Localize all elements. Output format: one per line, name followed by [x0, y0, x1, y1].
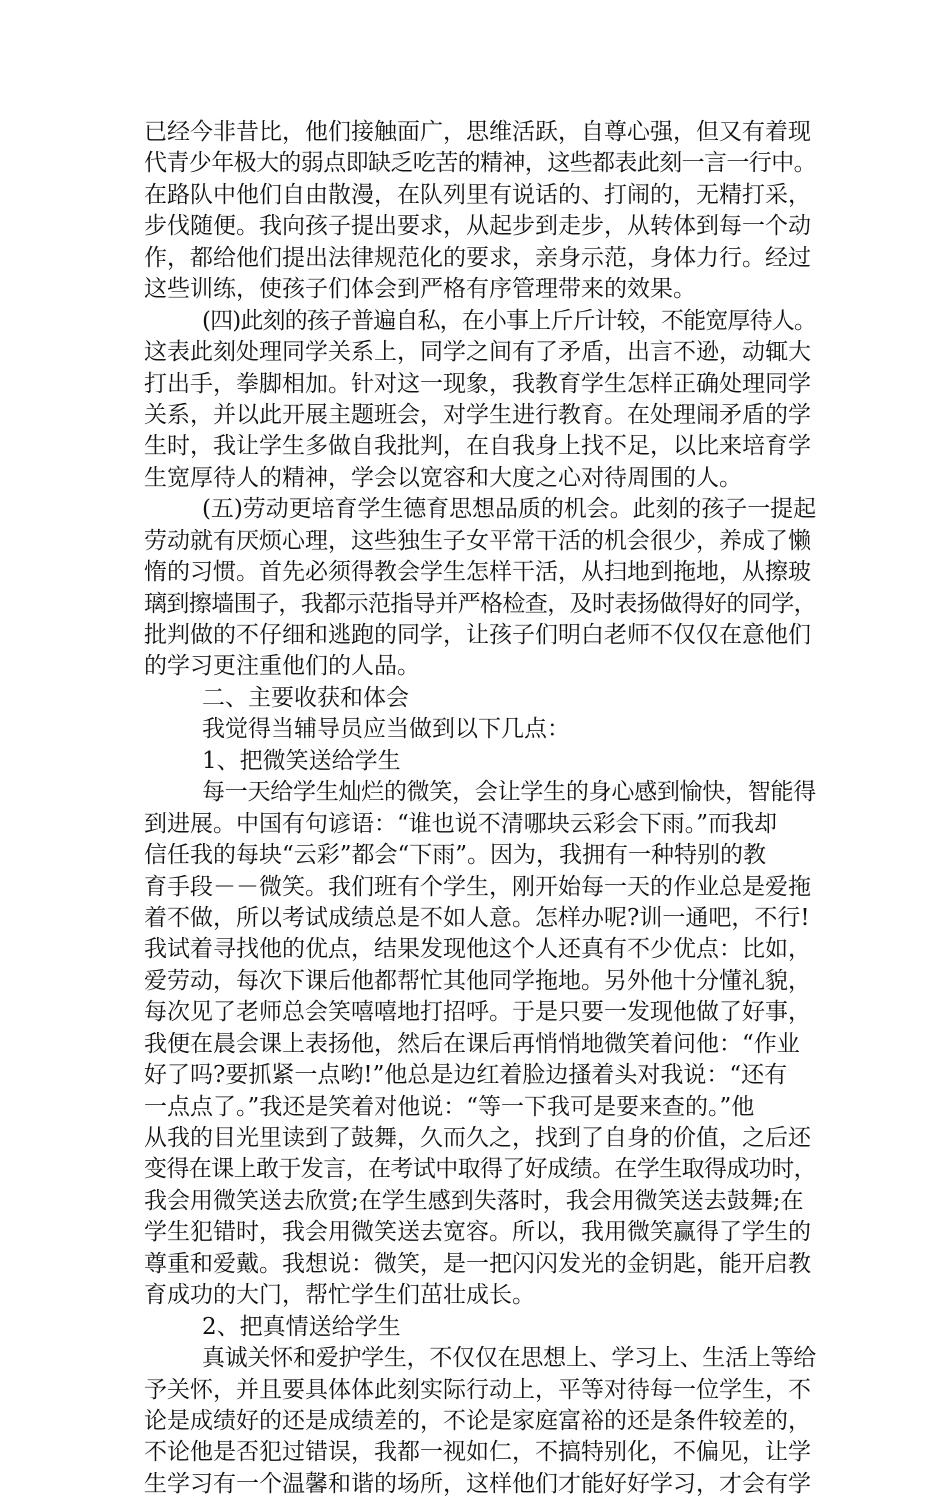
- text-line: 予关怀，并且要具体体此刻实际行动上，平等对待每一位学生，不: [144, 1376, 811, 1403]
- text-line: 这表此刻处理同学关系上，同学之间有了矛盾，出言不逊，动辄大: [144, 339, 811, 366]
- text-line: 我会用微笑送去欣赏;在学生感到失落时，我会用微笑送去鼓舞;在: [144, 1187, 804, 1214]
- text-line: 好了吗?要抓紧一点哟!”他总是边红着脸边搔着头对我说：“还有: [144, 1062, 788, 1089]
- text-line: 这些训练，使孩子们体会到严格有序管理带来的效果。: [144, 276, 696, 303]
- text-line: 作，都给他们提出法律规范化的要求，亲身示范，身体力行。经过: [144, 244, 811, 271]
- text-line: 尊重和爱戴。我想说：微笑，是一把闪闪发光的金钥匙，能开启教: [144, 1250, 811, 1277]
- body-text: [144, 117, 816, 1500]
- text-line: 爱劳动，每次下课后他都帮忙其他同学拖地。另外他十分懂礼貌，: [144, 967, 811, 994]
- text-line: 批判做的不仔细和逃跑的同学，让孩子们明白老师不仅仅在意他们: [144, 622, 811, 648]
- text-line: 惰的习惯。首先必须得教会学生怎样干活，从扫地到拖地，从擦玻: [144, 559, 811, 586]
- text-line: 2、把真情送给学生: [202, 1313, 401, 1340]
- text-line: 学生犯错时，我会用微笑送去宽容。所以，我用微笑赢得了学生的: [144, 1219, 811, 1246]
- text-line: 育成功的大门，帮忙学生们茁壮成长。: [144, 1282, 535, 1309]
- text-line: 生时，我让学生多做自我批判，在自我身上找不足，以比来培育学: [144, 433, 811, 460]
- text-line: 1、把微笑送给学生: [202, 747, 401, 774]
- text-line: (五)劳动更培育学生德育思想品质的机会。此刻的孩子一提起: [202, 496, 816, 523]
- text-line: 到进展。中国有句谚语：“谁也说不清哪块云彩会下雨。”而我却: [144, 810, 778, 837]
- text-line: 真诚关怀和爱护学生，不仅仅在思想上、学习上、生活上等给: [202, 1345, 817, 1372]
- text-line: 变得在课上敢于发言，在考试中取得了好成绩。在学生取得成功时，: [144, 1156, 817, 1183]
- text-line: 我觉得当辅导员应当做到以下几点：: [202, 716, 570, 743]
- text-line: 劳动就有厌烦心理，这些独生子女平常干活的机会很少，养成了懒: [144, 527, 811, 554]
- text-line: 我便在晨会课上表扬他，然后在课后再悄悄地微笑着问他：“作业: [144, 1030, 800, 1057]
- text-line: 已经今非昔比，他们接触面广，思维活跃，自尊心强，但又有着现: [144, 119, 811, 145]
- text-line: 代青少年极大的弱点即缺乏吃苦的精神，这些都表此刻一言一行中。: [144, 150, 817, 177]
- text-line: (四)此刻的孩子普遍自私，在小事上斤斤计较，不能宽厚待人。: [202, 307, 816, 334]
- text-line: 在路队中他们自由散漫，在队列里有说话的、打闹的，无精打采，: [144, 181, 811, 208]
- text-line: 每次见了老师总会笑嘻嘻地打招呼。于是只要一发现他做了好事，: [144, 999, 811, 1026]
- text-line: 步伐随便。我向孩子提出要求，从起步到走步，从转体到每一个动: [144, 213, 811, 240]
- text-line: 我试着寻找他的优点，结果发现他这个人还真有不少优点：比如，: [144, 936, 811, 963]
- text-line: 打出手，拳脚相加。针对这一现象，我教育学生怎样正确处理同学: [144, 370, 811, 397]
- text-line: 关系，并以此开展主题班会，对学生进行教育。在处理闹矛盾的学: [144, 401, 811, 428]
- text-line: 二、主要收获和体会: [202, 684, 409, 711]
- text-line: 生学习有一个温馨和谐的场所，这样他们才能好好学习，才会有学: [144, 1470, 811, 1497]
- text-line: 璃到擦墙围子，我都示范指导并严格检查，及时表扬做得好的同学，: [144, 590, 817, 617]
- text-line: 着不做，所以考试成绩总是不如人意。怎样办呢?训一通吧，不行!: [144, 904, 810, 931]
- text-line: 一点点了。”我还是笑着对他说：“等一下我可是要来查的。”他: [144, 1093, 755, 1120]
- text-line: 的学习更注重他们的人品。: [144, 653, 420, 680]
- text-line: 每一天给学生灿烂的微笑，会让学生的身心感到愉快，智能得: [202, 779, 817, 806]
- text-line: 论是成绩好的还是成绩差的，不论是家庭富裕的还是条件较差的，: [144, 1407, 811, 1434]
- text-line: 从我的目光里读到了鼓舞，久而久之，找到了自身的价值，之后还: [144, 1125, 811, 1151]
- text-line: 不论他是否犯过错误，我都一视如仁，不搞特别化，不偏见，让学: [144, 1439, 811, 1466]
- text-line: 信任我的每块“云彩”都会“下雨”。因为，我拥有一种特别的教: [144, 842, 767, 869]
- text-line: 育手段－－微笑。我们班有个学生，刚开始每一天的作业总是爱拖: [144, 873, 811, 900]
- text-line: 生宽厚待人的精神，学会以宽容和大度之心对待周围的人。: [144, 464, 742, 491]
